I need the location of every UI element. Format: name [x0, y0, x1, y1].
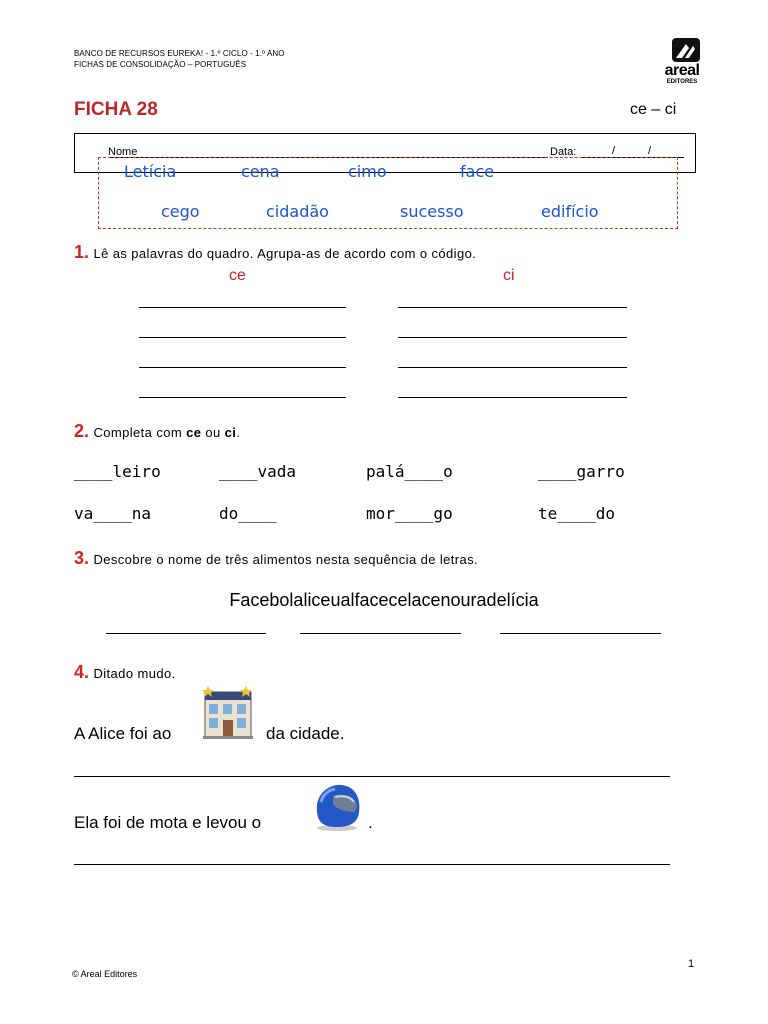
helmet-icon	[311, 782, 363, 832]
letter-sequence: Facebolaliceualfacecelacenouradelícia	[229, 590, 539, 610]
fill-word-7[interactable]: mor____go	[366, 504, 453, 523]
question-2-number: 2.	[74, 421, 90, 441]
question-3	[74, 548, 478, 569]
areal-logo	[658, 36, 706, 90]
word-face: face	[460, 162, 495, 181]
question-1-number: 1.	[74, 242, 90, 262]
question-4-number: 4.	[74, 662, 90, 682]
date-label: Data:	[550, 146, 577, 158]
header-line-1: BANCO DE RECURSOS EUREKA! - 1.º CICLO - 1.º ANO	[74, 49, 285, 58]
column-ce-header: ce	[229, 267, 246, 284]
word-leticia: Letícia	[124, 162, 177, 181]
fill-word-6[interactable]: do____	[219, 504, 277, 523]
sentence-2-start: Ela foi de mota e levou o	[74, 813, 262, 832]
question-2-text-mid: ou	[201, 425, 225, 440]
fill-word-8[interactable]: te____do	[538, 504, 616, 523]
fill-word-2[interactable]: ____vada	[219, 462, 297, 481]
fill-word-1[interactable]: ____leiro	[74, 462, 161, 481]
food-answer-line-1[interactable]	[106, 633, 266, 634]
sentence-1-end: da cidade.	[266, 724, 345, 743]
question-3-number: 3.	[74, 548, 90, 568]
ci-answer-line-3[interactable]	[398, 367, 627, 368]
fill-word-3[interactable]: palá____o	[366, 462, 453, 481]
fill-word-5[interactable]: va____na	[74, 504, 152, 523]
fill-word-4[interactable]: ____garro	[538, 462, 625, 481]
ficha-topic: ce – ci	[630, 101, 677, 118]
sentence-1-start: A Alice foi ao	[74, 724, 172, 743]
question-2-text-after: .	[236, 425, 241, 440]
date-slash-2: /	[648, 145, 652, 157]
word-cego: cego	[161, 202, 200, 221]
word-cena: cena	[241, 162, 280, 181]
dictation-answer-line-2[interactable]	[74, 864, 670, 865]
question-4-text: Ditado mudo.	[93, 666, 176, 681]
question-1	[74, 242, 476, 263]
logo-subtext: EDITORES	[666, 79, 698, 85]
question-2-bold-ce: ce	[186, 425, 202, 440]
word-edificio: edifício	[541, 202, 599, 221]
word-cimo: cimo	[348, 162, 387, 181]
ce-answer-line-2[interactable]	[139, 337, 346, 338]
name-label-text: Nome	[108, 146, 138, 158]
ci-answer-line-2[interactable]	[398, 337, 627, 338]
question-2	[74, 421, 240, 442]
ci-answer-line-1[interactable]	[398, 307, 627, 308]
ce-answer-line-1[interactable]	[139, 307, 346, 308]
header-line-2: FICHAS DE CONSOLIDAÇÃO – PORTUGUÊS	[74, 60, 247, 69]
page-number: 1	[688, 958, 695, 970]
column-ci-header: ci	[503, 267, 515, 284]
date-slash-1: /	[612, 145, 616, 157]
ce-answer-line-3[interactable]	[139, 367, 346, 368]
question-1-text: Lê as palavras do quadro. Agrupa-as de acordo com o código.	[93, 246, 477, 261]
food-answer-line-2[interactable]	[300, 633, 461, 634]
word-sucesso: sucesso	[400, 202, 464, 221]
word-cidadao: cidadão	[266, 202, 329, 221]
sentence-2-end: .	[368, 813, 373, 832]
question-2-text-before: Completa com	[93, 425, 187, 440]
ficha-title: FICHA 28	[74, 99, 158, 120]
copyright: © Areal Editores	[72, 969, 138, 979]
question-3-text: Descobre o nome de três alimentos nesta sequência de letras.	[93, 552, 479, 567]
building-icon	[201, 684, 255, 740]
food-answer-line-3[interactable]	[500, 633, 661, 634]
logo-text: areal	[664, 62, 700, 79]
question-4	[74, 662, 176, 683]
dictation-answer-line-1[interactable]	[74, 776, 670, 777]
ce-answer-line-4[interactable]	[139, 397, 346, 398]
question-2-bold-ci: ci	[224, 425, 237, 440]
question-2-text	[93, 425, 240, 440]
ci-answer-line-4[interactable]	[398, 397, 627, 398]
